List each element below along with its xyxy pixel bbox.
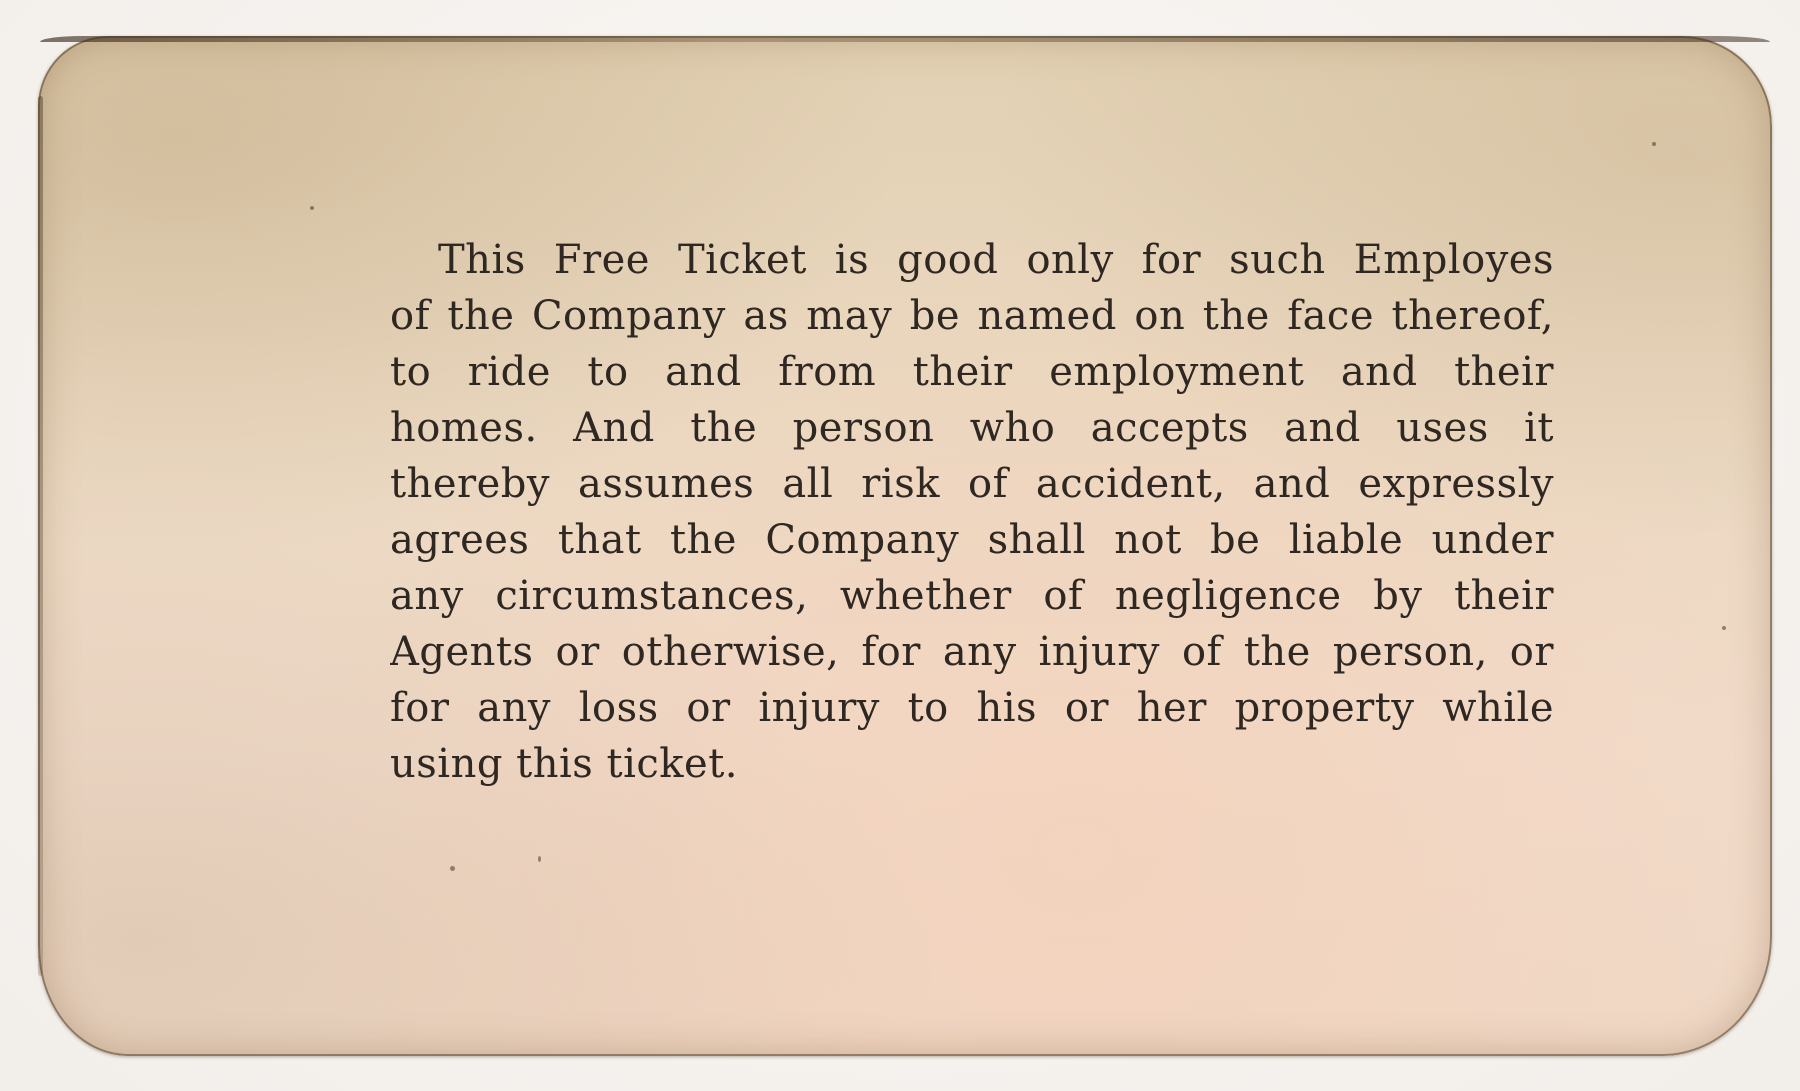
terms-line: using this ticket. [390, 741, 739, 787]
paper-speck [1722, 626, 1726, 630]
terms-line: of the Company as may be named on the face thereof, [390, 293, 1554, 339]
paper-speck [310, 206, 314, 210]
terms-line: to ride to and from their employment and their [390, 349, 1554, 395]
terms-line: homes. And the person who accepts and uses it [390, 405, 1554, 451]
ticket-card-back [38, 36, 1772, 1056]
paper-speck [1652, 142, 1656, 146]
paper-speck [450, 866, 455, 871]
paper-speck [538, 856, 541, 862]
terms-line: This Free Ticket is good only for such Employes [438, 237, 1554, 283]
terms-line: any circumstances, whether of negligence by their [390, 573, 1554, 619]
ticket-terms-text [390, 232, 1554, 792]
terms-line: thereby assumes all risk of accident, and expressly [390, 461, 1554, 507]
terms-line: for any loss or injury to his or her property while [390, 685, 1554, 731]
terms-line: agrees that the Company shall not be liable under [390, 517, 1554, 563]
terms-line: Agents or otherwise, for any injury of the person, or [390, 629, 1554, 675]
